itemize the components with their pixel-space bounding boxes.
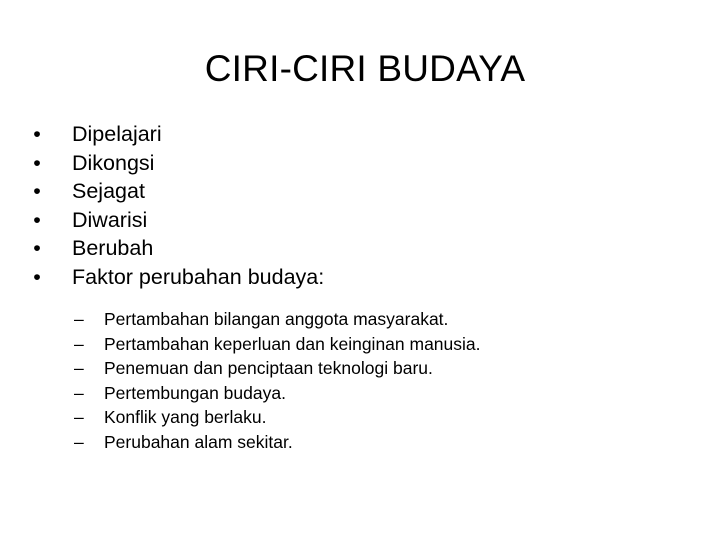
- bullet-text: Berubah: [72, 236, 154, 261]
- sub-bullet-list: [74, 307, 481, 454]
- sub-bullet-item: [74, 307, 481, 332]
- sub-bullet-item: [74, 332, 481, 357]
- bullet-marker: •: [33, 150, 41, 175]
- sub-bullet-text: Pertambahan keperluan dan keinginan manusia.: [104, 333, 481, 354]
- sub-bullet-item: [74, 405, 481, 430]
- bullet-marker: •: [33, 264, 41, 289]
- bullet-marker: •: [33, 179, 41, 204]
- bullet-list: [30, 120, 324, 292]
- sub-bullet-item: [74, 356, 481, 381]
- slide-title: CIRI-CIRI BUDAYA: [204, 48, 526, 89]
- sub-bullet-text: Pertembungan budaya.: [104, 382, 286, 403]
- sub-bullet-text: Penemuan dan penciptaan teknologi baru.: [104, 358, 433, 378]
- bullet-text: Diwarisi: [72, 207, 148, 232]
- bullet-text: Sejagat: [72, 179, 145, 204]
- bullet-item: [30, 177, 324, 206]
- sub-bullet-marker: –: [74, 382, 84, 403]
- sub-bullet-marker: –: [74, 358, 84, 378]
- bullet-item: [30, 263, 324, 292]
- bullet-marker: •: [33, 236, 41, 261]
- sub-bullet-marker: –: [74, 309, 84, 329]
- bullet-text: Dipelajari: [72, 122, 162, 146]
- sub-bullet-item: [74, 430, 481, 455]
- bullet-text: Dikongsi: [72, 150, 155, 175]
- bullet-item: [30, 206, 324, 235]
- sub-bullet-item: [74, 381, 481, 406]
- sub-bullet-marker: –: [74, 333, 84, 354]
- bullet-text: Faktor perubahan budaya:: [72, 264, 325, 289]
- bullet-item: [30, 149, 324, 178]
- bullet-item: [30, 120, 324, 149]
- sub-bullet-text: Pertambahan bilangan anggota masyarakat.: [104, 309, 449, 329]
- bullet-item: [30, 234, 324, 263]
- bullet-marker: •: [33, 122, 41, 146]
- bullet-marker: •: [33, 207, 41, 232]
- sub-bullet-marker: –: [74, 431, 84, 452]
- sub-bullet-marker: –: [74, 407, 84, 427]
- sub-bullet-text: Konflik yang berlaku.: [104, 407, 267, 427]
- sub-bullet-text: Perubahan alam sekitar.: [104, 431, 293, 452]
